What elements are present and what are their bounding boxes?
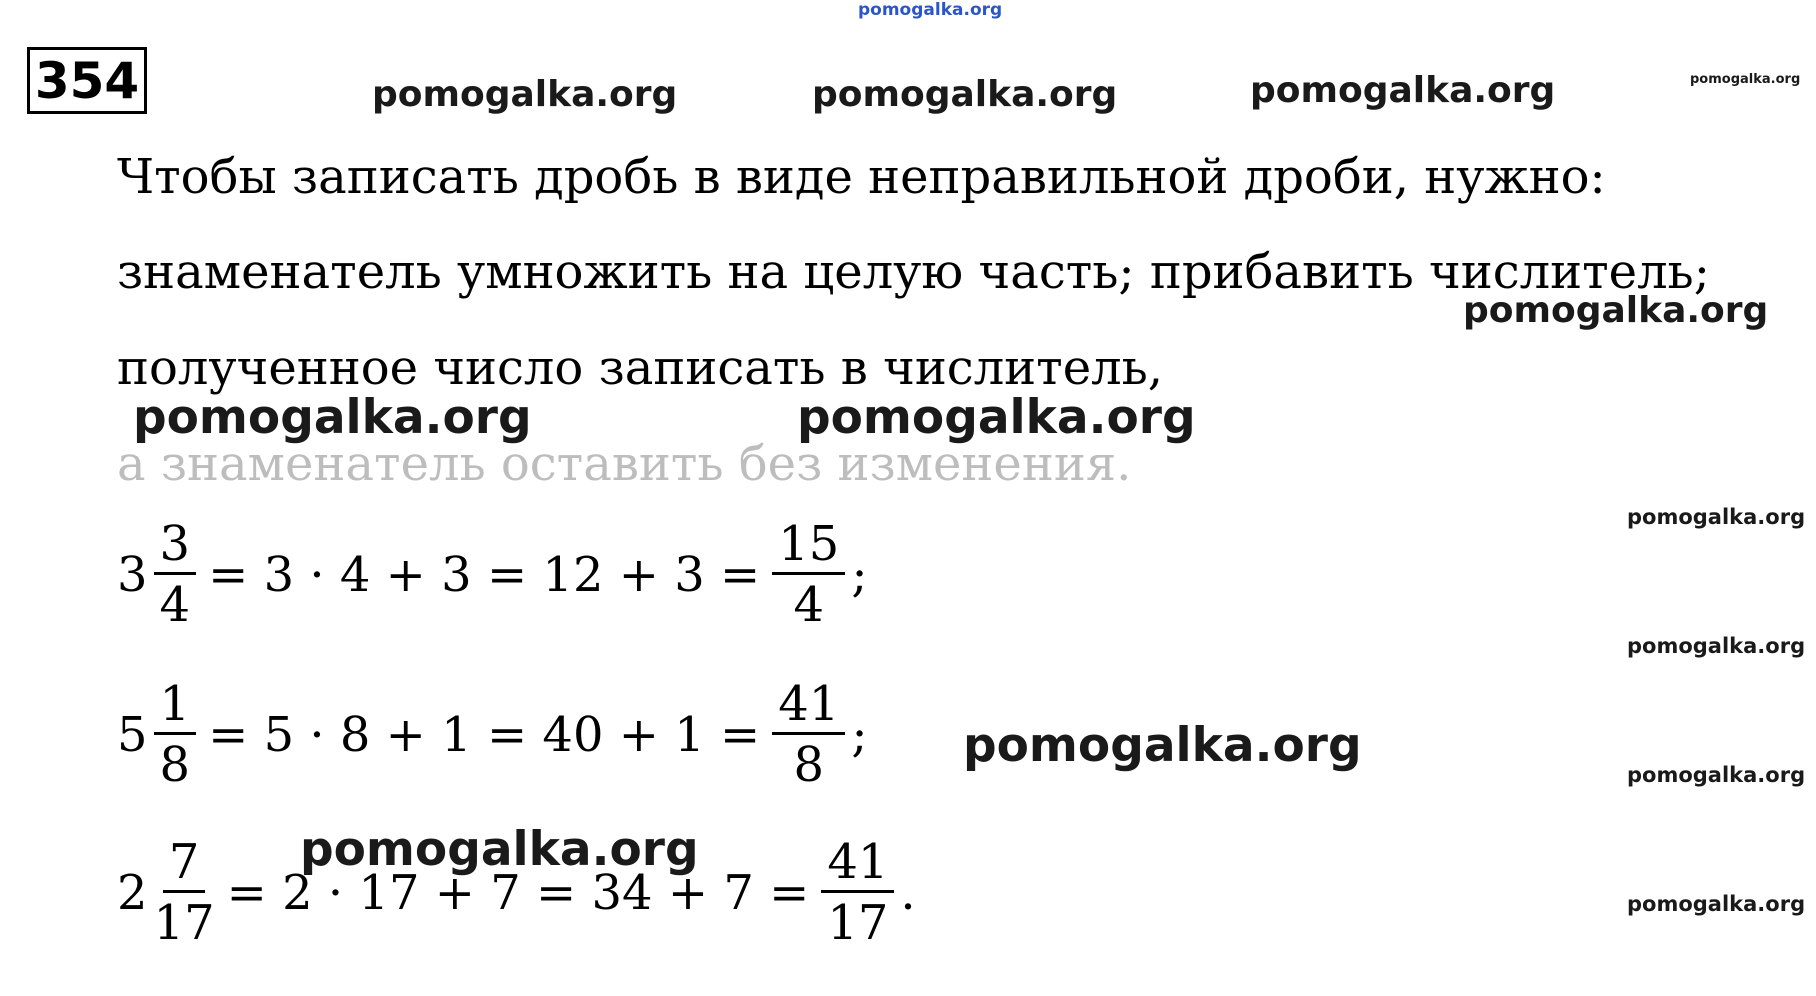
watermark: pomogalka.org [812, 74, 1118, 115]
fraction [153, 834, 215, 951]
result-numerator: 41 [772, 680, 845, 735]
rule-line-4: а знаменатель оставить без изменения. [117, 436, 1132, 492]
numerator: 3 [154, 520, 197, 575]
watermark: pomogalka.org [1627, 763, 1806, 787]
result-fraction [772, 516, 845, 633]
result-numerator: 15 [772, 520, 845, 575]
numerator: 1 [154, 680, 197, 735]
terminator: ; [851, 706, 868, 763]
task-number: 354 [27, 47, 147, 114]
rule-line-2: знаменатель умножить на целую часть; прибавить числитель; [117, 244, 1710, 300]
watermark: pomogalka.org [372, 74, 678, 115]
terminator: ; [851, 546, 868, 603]
watermark: pomogalka.org [1627, 634, 1806, 658]
watermark: pomogalka.org [1627, 505, 1806, 529]
denominator: 17 [153, 895, 215, 951]
result-denominator: 4 [793, 577, 825, 633]
watermark: pomogalka.org [300, 822, 699, 877]
fraction [154, 516, 197, 633]
watermark: pomogalka.org [1627, 892, 1806, 916]
equation-3 [117, 834, 916, 951]
terminator: . [900, 864, 916, 921]
equation-2 [117, 676, 868, 793]
rule-line-3: полученное число записать в числитель, [117, 340, 1164, 396]
expression: = 3 · 4 + 3 = 12 + 3 = [208, 546, 761, 603]
numerator: 7 [163, 838, 206, 893]
result-denominator: 8 [793, 737, 825, 793]
whole-part: 3 [117, 546, 148, 603]
watermark: pomogalka.org [797, 390, 1196, 445]
watermark: pomogalka.org [1690, 72, 1801, 87]
denominator: 8 [159, 737, 191, 793]
equation-1 [117, 516, 868, 633]
watermark: pomogalka.org [133, 390, 532, 445]
expression: = 5 · 8 + 1 = 40 + 1 = [208, 706, 761, 763]
watermark-top: pomogalka.org [858, 0, 1003, 20]
result-denominator: 17 [827, 895, 889, 951]
whole-part: 2 [117, 864, 148, 921]
watermark: pomogalka.org [963, 718, 1362, 773]
result-fraction [772, 676, 845, 793]
watermark: pomogalka.org [1463, 290, 1769, 331]
result-fraction [821, 834, 894, 951]
expression: = 2 · 17 + 7 = 34 + 7 = [226, 864, 810, 921]
result-numerator: 41 [821, 838, 894, 893]
whole-part: 5 [117, 706, 148, 763]
fraction [154, 676, 197, 793]
denominator: 4 [159, 577, 191, 633]
rule-line-1: Чтобы записать дробь в виде неправильной дроби, нужно: [117, 149, 1606, 205]
watermark: pomogalka.org [1250, 70, 1556, 111]
